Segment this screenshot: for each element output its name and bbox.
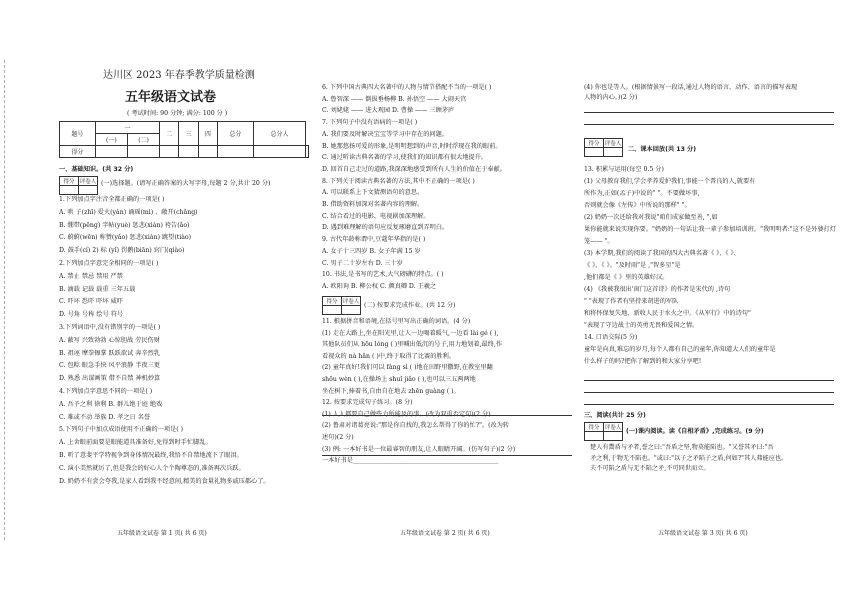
score-table-cell: 一	[95, 122, 159, 134]
page-footer: 五年级语文试卷 第 2 页( 共 6 页)	[400, 530, 490, 537]
text-line: 述句)(2 分)	[322, 434, 354, 441]
exam-note: ( 考试时间: 90 分钟; 满分: 100 分 )	[127, 110, 228, 117]
page-3	[580, 0, 840, 608]
answer-line	[584, 404, 834, 405]
answer-line	[584, 112, 834, 113]
text-line: shōu wèn ( ),在操场上 shuǐ jiǎo ( ),也可以三五两两地	[322, 376, 476, 383]
text-line: A. 禁止 禁忌 禁用 严禁	[59, 272, 123, 280]
text-line: (1) 父母教育我们,学会孝养爱护我们,事能一个普良的人,就要有	[584, 178, 756, 185]
text-line: D. 熟悉 出谋画策 借不自禁 神机妙算	[59, 375, 161, 383]
answer-line	[322, 455, 572, 456]
text-line: 其他队员们从 hōu lóng ( )里喊出低沉的号子,用力地划着,最终,作	[322, 341, 503, 349]
text-line: 2.下列加点字意完全相同的一项是( )	[59, 260, 159, 267]
text-line: (2) 童年真好!我们可以 fàng sì ( )地在田野里撒野,在教室里翻	[322, 364, 493, 372]
text-line: ,他们都是《 》里的英雄好汉。	[584, 274, 669, 281]
text-line: 8. 下列关于阅读古典名著的方法,其中不正确的一项是( )	[322, 177, 475, 185]
text-line: 否则就会像《左传》中所说的那样" "。	[584, 202, 691, 209]
score-table-cell: 题号	[60, 122, 96, 146]
text-line: 楚人有鬻盾与矛者,誉之曰:"吾盾之坚,物莫能陷也。"又誉其矛曰:"吾	[590, 444, 774, 451]
grader-box	[584, 422, 623, 441]
text-line: A. 上舍眼前面要是眼能道具准备好,免得到时手忙脚乱。	[59, 439, 212, 447]
text-line: 人物的内心。)(2 分)	[584, 93, 638, 101]
text-line: 3.下列词语中,没有错别字的一项是( )	[59, 324, 161, 331]
answer-line	[584, 392, 834, 393]
text-line: 14. 口语交际(5 分)	[584, 334, 638, 341]
grader-cell: 评卷人	[342, 297, 361, 306]
score-table-cell: 总分	[218, 122, 254, 146]
grader-box	[584, 138, 623, 157]
text-line: B. 借助资料加深对名著内容的理解。	[322, 201, 424, 208]
text-line: 夫不可陷之盾与无不陷之矛,不可同世而立。	[590, 465, 710, 472]
text-line: C. 刘姥姥 —— 进大观园 D. 曹操 —— 三顾茅庐	[322, 107, 455, 115]
text-line: (1) 走在大路上,坐在阳光里,让人一边喝着暖气,一边看 lài gé ( ),	[322, 329, 499, 337]
text-line: 《 》、《 》。"及时雨"是 ,"智多星"是	[584, 262, 681, 269]
text-line: (4) 你也是等人。(根据情景写一段话,通过人物的语言、动作、语言的描写表现	[584, 84, 798, 91]
text-line: B. 绷带(pēng) 字帖(yuè) 惩悲(xiàn) 袴告(ǎo)	[59, 221, 190, 229]
answer-line	[584, 124, 834, 125]
text-line: A. 吾予之利 徐利 B. 群儿绝于庭 绝戏	[59, 400, 163, 408]
text-line: 13. 积累与运用(每空 0.5 分)	[584, 166, 664, 173]
text-line: 10. 书法,是书写的艺术,大气磅礴的特点。( )	[322, 271, 444, 279]
text-line: B. 祖诬 摩拳擦掌 跃跃欲试 奔辛烈乳	[59, 349, 161, 357]
text-line: C. 蔚蔚(wēn) 称赞(yǎo) 惩悲(xiàn) 跳望(tiào)	[59, 234, 192, 242]
text-line: A. 哄 子(zhī) 爱火(yàn) 诵瑶(mì) 、敞开(chǎng)	[59, 208, 198, 216]
answer-line	[584, 380, 834, 381]
text-line: D. 遇到难理解的语句应反复琢磨直到弄明白。	[322, 224, 449, 232]
text-line: D. 鼓手(cí) 2) 标 (yǐ) 罚鹅(biān) 窍门(qiào)	[59, 247, 185, 255]
text-line: C. 结合看过的电影、电视剧加深理解。	[322, 212, 430, 220]
text-line: "表现了守边战士的英勇无畏和爱国之情。	[584, 322, 699, 329]
text-line: 7. 下列句子中没有语病的一项是( )	[322, 119, 418, 127]
text-line: 什么样子的吗?把你了解到的和大家分享吧!	[584, 358, 702, 365]
text-line: C. 吓坏 恐吓 吓坏 威吓	[59, 298, 123, 306]
page-footer: 五年级语文试卷 第 1 页( 共 6 页)	[117, 530, 207, 537]
grader-cell: 得分	[585, 423, 604, 432]
text-line: 1.下列加点字注音全都正确的一项是( )	[59, 196, 165, 203]
page-2	[318, 0, 576, 608]
score-table	[59, 121, 309, 158]
text-line: 5.下列句子中加点成语使用不正确的一项是( )	[59, 426, 184, 434]
text-line: A. 鲁智深 —— 倒拔垂杨柳 B. 孙悟空 —— 大闹天宫	[322, 95, 467, 103]
part-3-heading: (一)课内阅读。读《自相矛盾》,完成练习。(9 分)	[626, 428, 764, 435]
text-line: (2) 奶奶一次还给我对我说"咱们成家做至善, ",如	[584, 214, 718, 221]
page-footer: 五年级语文试卷 第 3 页( 共 6 页)	[658, 530, 748, 537]
text-line: D. 回首自己走过的道路,我深深地感受到所有人生的价值在于奉献。	[322, 165, 506, 173]
text-line: 11. 根据拼音和语境,在括号里写出正确的词语。(4 分)	[322, 318, 471, 325]
text-line: C. 男子二十岁左右 D. 三十岁	[322, 259, 403, 267]
score-table-cell: 二	[160, 122, 179, 146]
text-line: D. 号角 号称 绘号 符号	[59, 311, 124, 319]
part-2-heading: (二) 按要求完成作业。(共 12 分)	[364, 302, 456, 309]
text-line: (1) 人人都要自己做些力所能及的事。(改为双重否定句)(2 分)	[322, 410, 491, 418]
score-table-cell: 总分人	[253, 122, 305, 146]
text-line: B. 她那悠扬可爱的形象,是明明想到的声音,时时浮现在我的眼前。	[322, 142, 502, 150]
text-line: 笼—— "。	[584, 238, 614, 245]
score-table-cell: 四	[198, 122, 217, 146]
grader-box	[59, 176, 98, 195]
score-table-cell: (一)	[95, 134, 127, 146]
text-line: (3) 本学期,我们的阅读了我国的四大古典名著《 》、《 》、	[584, 250, 740, 257]
exam-title: 五年级语文试卷	[125, 90, 217, 105]
text-line: A. 可以联系上下文猜测语句的意思。	[322, 189, 424, 197]
grader-cell: 评卷人	[604, 139, 623, 148]
text-line: A. 欧阳询 B. 柳公权 C. 颜真卿 D. 王羲之	[322, 282, 437, 290]
text-line: (4) 《我被我很出'窗门这首诗》的作者是宋代的 ,诗句	[584, 286, 731, 293]
text-line: 矛之利,于物无不陷也。"或曰:"以子之矛陷子之盾,何如?"其人弗能应也。	[590, 454, 788, 462]
text-line: 坐在树下,捧着书,自由自在地去 zhēn guàng ( )。	[322, 387, 460, 395]
part-1-heading: (一)选择题。(请写正确答案的大写字母,每题 2 分,共计 20 分)	[101, 180, 271, 187]
text-line: 12. 按要求完成句子练习。(8 分)	[322, 399, 413, 407]
text-line: 4.下列加点字意思不同的一项是( )	[59, 388, 153, 395]
section-2-heading: 二、课本回放(共 13 分)	[628, 146, 697, 153]
text-line: 看视众的 nà hǎn ( )中,终于取得了比赛的胜利。	[322, 352, 455, 360]
text-line: C. 演小美然就厉了,但是我会的好心人个个陶尊态的,准备再次兵跃。	[59, 464, 245, 472]
text-line: (3) 例: 一本好书是一位最睿智的朋友,让人眼睛开阔。(仿写句子)(2 分)	[322, 445, 516, 453]
text-line: (2) 鲁肃对诸葛亮说:"那是你自找的,我怎么帮得了你的忙?"。(改为转	[322, 422, 510, 430]
grader-cell: 评卷人	[604, 423, 623, 432]
text-line: A. 蔽写 兴致勃勃 心惊胆战 劳民伤财	[59, 336, 160, 344]
text-line: " "表现了作者有坚持来胡进的军队	[584, 298, 679, 305]
binding-margin	[4, 60, 11, 540]
score-table-cell: 得分	[60, 146, 96, 158]
text-line: 所作为,正如(孟子)中说的" "。不要做坏事,	[584, 190, 700, 197]
grader-cell: 评卷人	[79, 177, 98, 186]
section-1-heading: 一、基础知识。(共 32 分)	[59, 166, 134, 173]
section-3-heading: 三、阅读(共计 25 分)	[584, 412, 646, 419]
grader-cell: 得分	[60, 177, 79, 186]
grader-box	[322, 296, 361, 315]
text-line: 9. 古代年龄称谓中,豆蔻年华指的是( )	[322, 236, 426, 244]
text-line: 果你能就来说实现你要。"奶奶的一句话让我一辈子参加培训班。"我明明者:"这不是外婆打灯	[584, 226, 836, 233]
text-line: 6. 下列中国古典四大名著中的人物与情节搭配不当的一项是( )	[322, 84, 492, 91]
answer-line	[322, 415, 572, 416]
grader-cell: 得分	[585, 139, 604, 148]
exam-region: 达川区 2023 年春季教学质量检测	[103, 70, 255, 81]
text-line: 和将怀保复失地、新收人民于水火之中。《从军行》中的诗句"	[584, 310, 751, 317]
score-table-cell: 三	[179, 122, 198, 146]
score-table-cell: (二)	[127, 134, 159, 146]
text-line: C. 难或不动 举族 D. 孝之日 名誉	[59, 413, 151, 421]
text-line: C. 通过听读古典名著的学习,使我们的知识都有很大地提升。	[322, 154, 488, 162]
text-line: C. 包粽 眼急手快 风平浪静 半夜三更	[59, 362, 160, 370]
text-line: A. 我们要及时解决宝宝等学习中存在的问题。	[322, 130, 448, 138]
grader-cell: 得分	[323, 297, 342, 306]
page-1	[55, 0, 313, 608]
text-line: B. 滴载 记载 载重 三年五载	[59, 285, 136, 293]
text-line: B. 听了意斐平学特视争到身体情况最终,我悟不自禁地流下了眼泪。	[59, 452, 243, 459]
text-line: A. 女子十三四岁 B. 女子年满 15 岁	[322, 247, 421, 255]
text-line: 童年是向真,难忘的岁月,每个人都有自己的童年,你知道大人们的童年是	[584, 346, 776, 353]
text-line: 一本好书是_______________________________________________	[322, 457, 499, 465]
text-line: D. 奶奶不有尝会夸我,是家人看到我不经意间,精美的食量礼物多戚压都心了。	[59, 477, 270, 485]
